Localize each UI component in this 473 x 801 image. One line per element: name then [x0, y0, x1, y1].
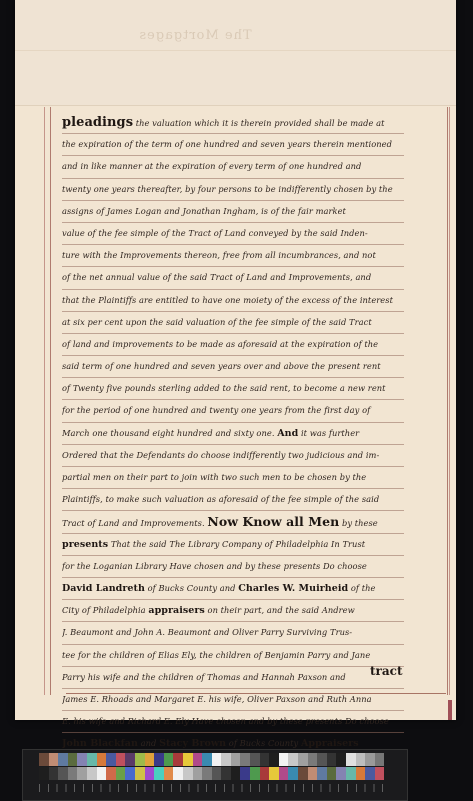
- text-segment: for the period of one hundred and twenty one years from the first day of: [62, 405, 371, 416]
- text-segment: of the: [348, 582, 376, 593]
- text-line: [62, 334, 404, 356]
- catchword: tract: [370, 664, 403, 678]
- color-chip: [125, 753, 135, 766]
- text-line: [62, 645, 404, 667]
- color-chip: [77, 767, 87, 780]
- color-chip: [202, 767, 212, 780]
- color-chip: [183, 753, 193, 766]
- color-chip: [231, 767, 241, 780]
- text-segment: partial men on their part to join with two such men to be chosen by the: [62, 472, 367, 482]
- color-chip: [240, 753, 250, 766]
- color-chip: [193, 753, 203, 766]
- color-chip: [308, 767, 318, 780]
- color-chip: [346, 767, 356, 780]
- ribbon-tab: [448, 700, 452, 720]
- color-chip: [193, 767, 203, 780]
- text-segment: David Landreth: [62, 582, 145, 594]
- text-line: [62, 689, 404, 711]
- color-chip: [327, 767, 337, 780]
- color-chip: [202, 753, 212, 766]
- color-chip: [135, 753, 145, 766]
- text-segment: E. his wife and Richard E. Ely Have chosen and by these presents Do choose: [62, 716, 389, 727]
- color-chip: [173, 767, 183, 780]
- color-chip: [356, 753, 366, 766]
- text-line: [62, 667, 404, 689]
- text-segment: ture with the Improvements thereon, free from all incumbrances, and not: [62, 250, 376, 261]
- text-segment: appraisers: [148, 605, 205, 617]
- color-chip: [260, 767, 270, 780]
- text-segment: pleadings: [62, 115, 134, 130]
- text-segment: March one thousand eight hundred and sixty one.: [62, 427, 278, 438]
- color-chip: [87, 753, 97, 766]
- text-line: [62, 223, 404, 245]
- color-chip: [173, 753, 183, 766]
- text-segment: That the said The Library Company of Philadelphia In Trust: [108, 538, 366, 549]
- color-chip: [145, 767, 155, 780]
- text-segment: the expiration of the term of one hundred and seven years therein mentioned: [62, 139, 392, 150]
- text-segment: of Bucks County: [226, 738, 301, 749]
- color-chip: [308, 753, 318, 766]
- color-chip: [288, 753, 298, 766]
- color-chip: [68, 753, 78, 766]
- color-chip: [365, 753, 375, 766]
- color-chip: [49, 753, 59, 766]
- text-segment: Appraisers: [300, 738, 359, 750]
- text-line: [62, 312, 404, 334]
- text-segment: Plaintiffs, to make such valuation as aforesaid of the fee simple of the said: [62, 494, 380, 505]
- text-line: [62, 534, 404, 556]
- color-chip: [288, 767, 298, 780]
- color-chip: [164, 753, 174, 766]
- color-chip: [164, 767, 174, 780]
- text-segment: by these: [339, 518, 378, 529]
- color-chip: [154, 767, 164, 780]
- text-segment: tee for the children of Elias Ely, the children of Benjamin Parry and Jane: [62, 649, 371, 660]
- color-chip: [154, 753, 164, 766]
- text-segment: said term of one hundred and seven years over and above the present rent: [62, 361, 381, 372]
- color-chip: [269, 767, 279, 780]
- color-chip: [77, 753, 87, 766]
- color-chip: [269, 753, 279, 766]
- text-segment: the valuation which it is therein provided shall be made at: [133, 118, 385, 128]
- color-chip: [298, 767, 308, 780]
- color-chip: [279, 753, 289, 766]
- text-segment: and in like manner at the expiration of every term of one hundred and: [62, 161, 362, 172]
- text-line: [62, 245, 404, 267]
- color-chip: [212, 767, 222, 780]
- color-chip: [68, 767, 78, 780]
- text-line: [62, 356, 404, 378]
- text-line: [62, 156, 404, 178]
- text-line: [62, 556, 404, 578]
- text-segment: twenty one years thereafter, by four persons to be indifferently chosen by the: [62, 183, 393, 194]
- color-chip: [58, 767, 68, 780]
- fold-line: [15, 50, 456, 51]
- color-chip: [375, 767, 385, 780]
- color-chip: [298, 753, 308, 766]
- color-chip: [260, 753, 270, 766]
- color-chip: [231, 753, 241, 766]
- text-segment: it was further: [298, 427, 360, 438]
- color-chip: [87, 767, 97, 780]
- text-line: [62, 378, 404, 400]
- color-chip: [106, 767, 116, 780]
- text-segment: at six per cent upon the said valuation of the fee simple of the said Tract: [62, 316, 372, 327]
- text-line: [62, 578, 404, 600]
- text-segment: Charles W. Muirheid: [238, 582, 349, 594]
- color-chip: [39, 753, 49, 766]
- text-line: [62, 511, 404, 533]
- text-segment: J. Beaumont and John A. Beaumont and Oliver Parry Surviving Trus-: [62, 627, 353, 638]
- page-header-area: [15, 0, 456, 106]
- text-line: [62, 400, 404, 422]
- color-chip: [365, 767, 375, 780]
- color-chip: [221, 753, 231, 766]
- text-line: [62, 179, 404, 201]
- color-chip: [240, 767, 250, 780]
- text-segment: on their part, and the said Andrew: [204, 605, 355, 616]
- color-chip-row: [39, 767, 384, 780]
- bleed-through-heading: The Mortgages: [138, 28, 252, 43]
- color-chip: [221, 767, 231, 780]
- color-chip: [97, 767, 107, 780]
- color-chip: [375, 753, 385, 766]
- text-line: [62, 600, 404, 622]
- text-segment: And: [277, 427, 299, 439]
- text-segment: that the Plaintiffs are entitled to have one moiety of the excess of the interest: [62, 294, 393, 305]
- text-line: [62, 112, 404, 134]
- text-segment: of Twenty five pounds sterling added to the said rent, to become a new rent: [62, 383, 386, 394]
- text-line: [62, 423, 404, 445]
- text-line: [62, 489, 404, 511]
- text-segment: Now Know all Men: [207, 514, 340, 530]
- text-segment: City of Philadelphia: [62, 605, 149, 616]
- text-segment: of land and improvements to be made as aforesaid at the expiration of the: [62, 338, 379, 349]
- text-line: [62, 290, 404, 312]
- color-chip: [116, 767, 126, 780]
- color-chip: [125, 767, 135, 780]
- color-chip: [135, 767, 145, 780]
- text-line: [62, 201, 404, 223]
- color-chip: [356, 767, 366, 780]
- text-segment: Tract of Land and Improvements.: [62, 518, 208, 529]
- color-chip: [336, 753, 346, 766]
- text-line: [62, 445, 404, 467]
- color-chip: [106, 753, 116, 766]
- color-chip: [49, 767, 59, 780]
- text-line: [62, 711, 404, 733]
- color-chip: [346, 753, 356, 766]
- color-chip: [327, 753, 337, 766]
- color-chip: [39, 767, 49, 780]
- text-line: [62, 467, 404, 489]
- color-chip: [212, 753, 222, 766]
- color-chip: [58, 753, 68, 766]
- color-chip: [250, 753, 260, 766]
- color-chip: [279, 767, 289, 780]
- color-chip: [317, 767, 327, 780]
- text-segment: and: [137, 738, 160, 749]
- text-segment: of the net annual value of the said Tract of Land and Improvements, and: [62, 272, 372, 283]
- text-segment: assigns of James Logan and Jonathan Ingham, is of the fair market: [62, 205, 346, 216]
- text-segment: James E. Rhoads and Margaret E. his wife, Oliver Paxson and Ruth Anna: [62, 693, 372, 704]
- text-segment: Stacy Brown: [159, 738, 227, 750]
- color-chip: [317, 753, 327, 766]
- color-chip-row: [39, 753, 384, 766]
- color-chip: [250, 767, 260, 780]
- color-checker-target: [22, 749, 408, 801]
- text-segment: Parry his wife and the children of Thomas and Hannah Paxson and: [62, 671, 346, 682]
- text-line: [62, 267, 404, 289]
- color-chip: [97, 753, 107, 766]
- text-segment: presents: [62, 538, 109, 550]
- color-chip: [145, 753, 155, 766]
- text-line: [62, 622, 404, 644]
- text-segment: John Blackfan: [62, 738, 138, 750]
- text-line: [62, 134, 404, 156]
- text-segment: Ordered that the Defendants do choose indifferently two judicious and im-: [62, 449, 380, 460]
- document-body: [62, 112, 404, 800]
- color-chip: [183, 767, 193, 780]
- color-chip: [336, 767, 346, 780]
- text-segment: of Bucks County and: [144, 582, 239, 593]
- color-chip: [116, 753, 126, 766]
- text-segment: value of the fee simple of the Tract of Land conveyed by the said Inden-: [62, 227, 368, 238]
- text-segment: for the Loganian Library Have chosen and by these presents Do choose: [62, 560, 367, 571]
- scale-ruler: [39, 784, 391, 792]
